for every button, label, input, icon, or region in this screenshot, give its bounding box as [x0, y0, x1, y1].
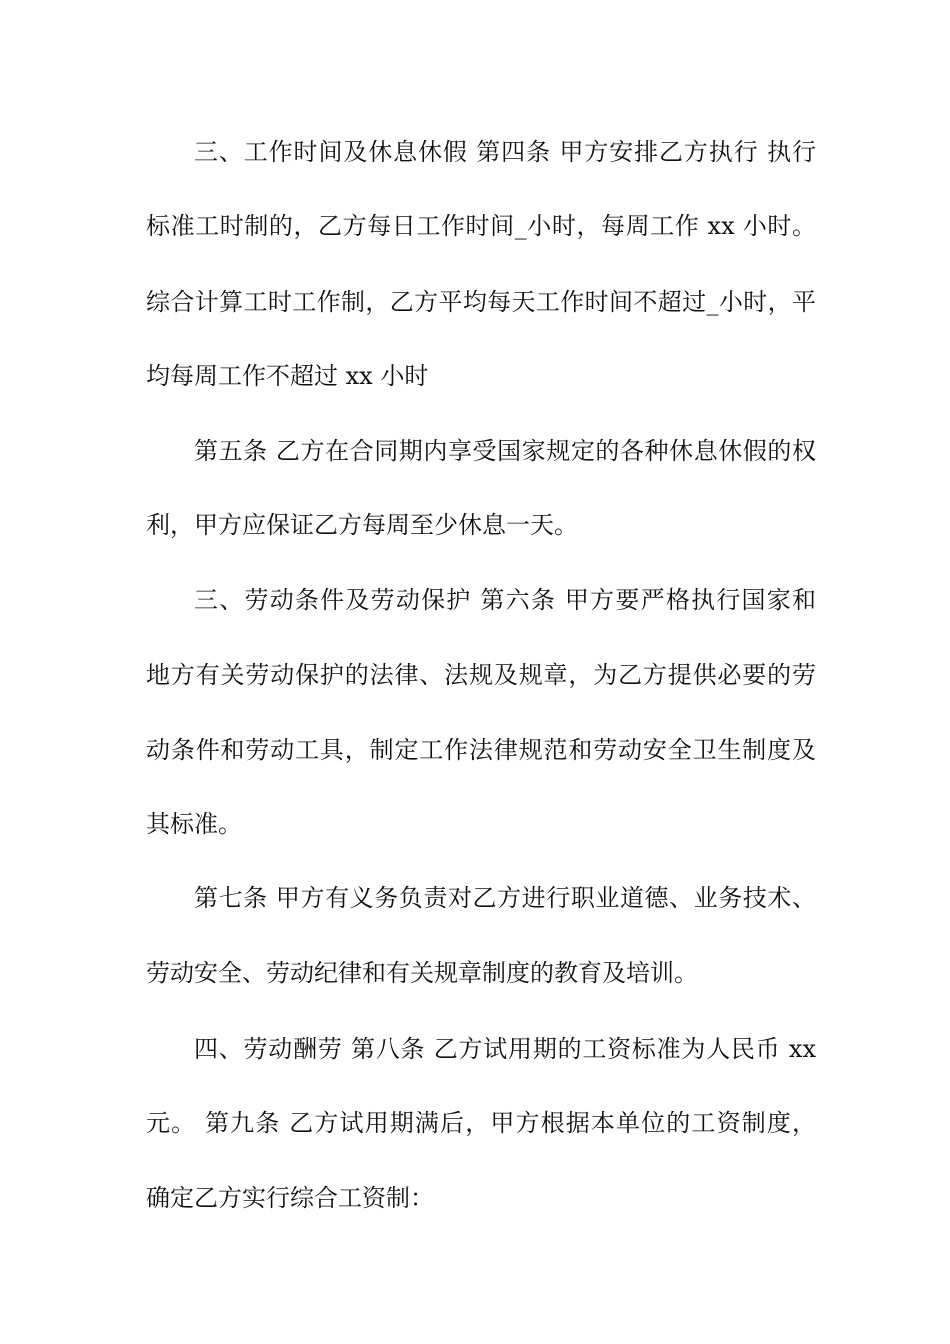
text-line-3: 综合计算工时工作制，乙方平均每天工作时间不超过_小时，平 — [146, 288, 816, 316]
text-line-10: 其标准。 — [146, 810, 242, 838]
text-line-14: 元。 第九条 乙方试用期满后，甲方根据本单位的工资制度， — [146, 1109, 816, 1137]
text-line-15: 确定乙方实行综合工资制： — [146, 1184, 434, 1212]
text-line-1: 三、工作时间及休息休假 第四条 甲方安排乙方执行 执行 — [194, 138, 816, 166]
text-line-11: 第七条 甲方有义务负责对乙方进行职业道德、业务技术、 — [194, 884, 816, 912]
text-line-8: 地方有关劳动保护的法律、法规及规章，为乙方提供必要的劳 — [146, 661, 816, 689]
text-line-6: 利，甲方应保证乙方每周至少休息一天。 — [146, 511, 578, 539]
text-line-12: 劳动安全、劳动纪律和有关规章制度的教育及培训。 — [146, 959, 698, 987]
text-line-2: 标准工时制的，乙方每日工作时间_小时，每周工作 xx 小时。 — [146, 212, 816, 240]
text-line-7: 三、劳动条件及劳动保护 第六条 甲方要严格执行国家和 — [194, 586, 816, 614]
text-line-9: 动条件和劳动工具，制定工作法律规范和劳动安全卫生制度及 — [146, 736, 816, 764]
text-line-5: 第五条 乙方在合同期内享受国家规定的各种休息休假的权 — [194, 437, 816, 465]
text-line-13: 四、劳动酬劳 第八条 乙方试用期的工资标准为人民币 xx — [194, 1035, 816, 1063]
text-line-4: 均每周工作不超过 xx 小时 — [146, 362, 429, 390]
